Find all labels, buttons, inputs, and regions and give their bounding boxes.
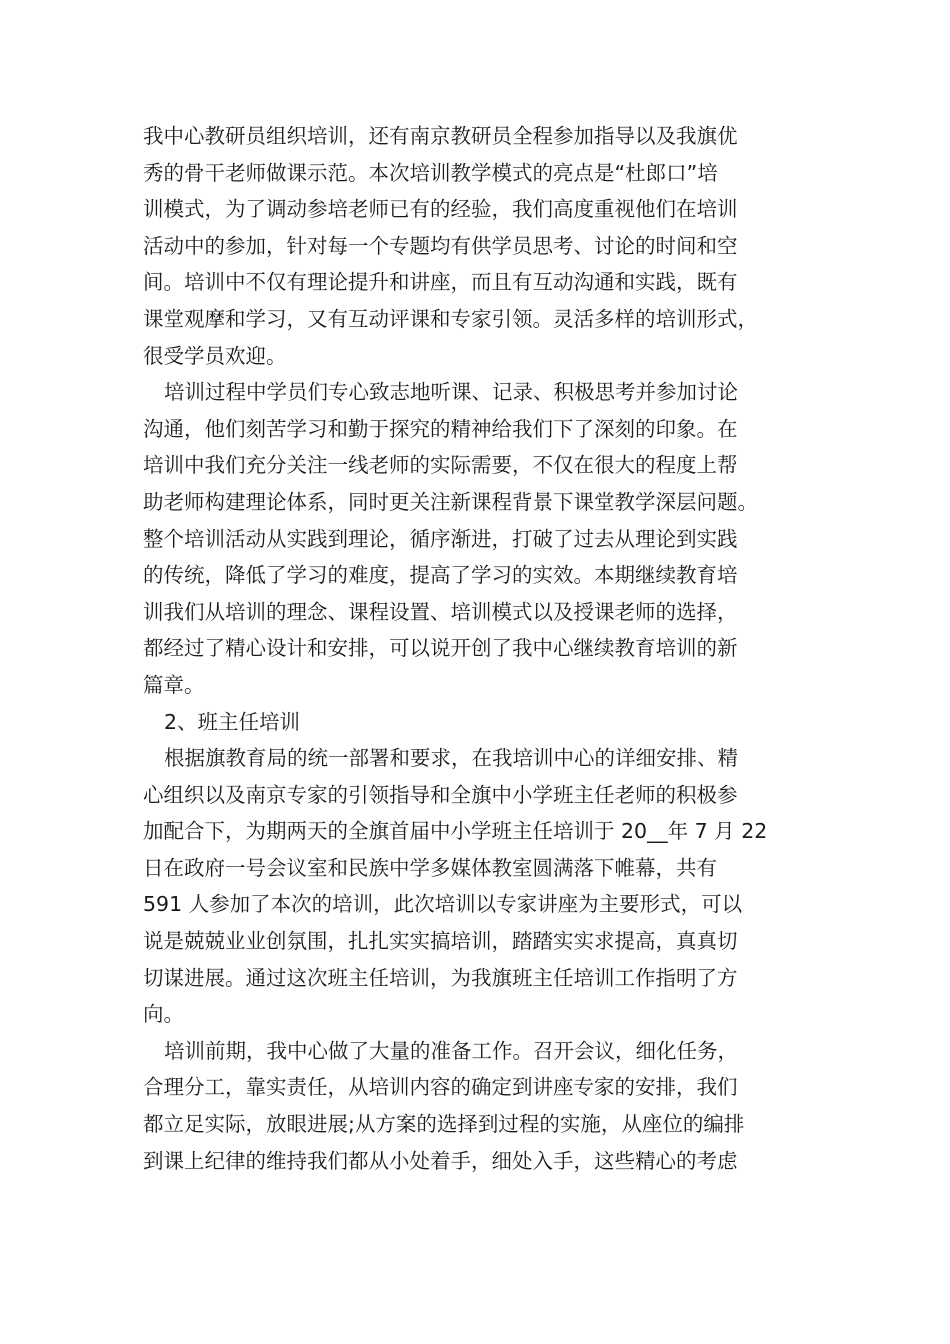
text-line: 秀的骨干老师做课示范。本次培训教学模式的亮点是“杜郎口”培 — [143, 160, 718, 185]
text-line: 到课上纪律的维持我们都从小处着手，细处入手，这些精心的考虑 — [143, 1148, 738, 1173]
text-line: 篇章。 — [143, 672, 205, 697]
text-line: 沟通，他们刻苦学习和勤于探究的精神给我们下了深刻的印象。在 — [143, 416, 738, 441]
text-line: 训我们从培训的理念、课程设置、培训模式以及授课老师的选择， — [143, 599, 738, 624]
section-heading-class-teacher-training — [143, 704, 823, 741]
text-line: 很受学员欢迎。 — [143, 343, 287, 368]
text-line: 日在政府一号会议室和民族中学多媒体教室圆满落下帷幕，共有 — [143, 855, 717, 880]
text-line: 心组织以及南京专家的引领指导和全旗中小学班主任老师的积极参 — [143, 782, 738, 807]
text-line: 591 人参加了本次的培训，此次培训以专家讲座为主要形式，可以 — [143, 892, 743, 917]
text-line: 的传统，降低了学习的难度，提高了学习的实效。本期继续教育培 — [143, 563, 738, 588]
text-line: 助老师构建理论体系，同时更关注新课程背景下课堂教学深层问题。 — [143, 489, 758, 514]
text-line: 切谋进展。通过这次班主任培训，为我旗班主任培训工作指明了方 — [143, 965, 738, 990]
text-line: 加配合下，为期两天的全旗首届中小学班主任培训于 20__年 7 月 22 — [143, 819, 768, 844]
text-line: 训模式，为了调动参培老师已有的经验，我们高度重视他们在培训 — [143, 197, 738, 222]
paragraph-training-process — [143, 374, 823, 703]
text-line: 说是兢兢业业创氛围，扎扎实实搞培训，踏踏实实求提高，真真切 — [143, 929, 738, 954]
text-line: 向。 — [143, 1002, 184, 1027]
text-line: 整个培训活动从实践到理论，循序渐进，打破了过去从理论到实践 — [143, 526, 738, 551]
text-line: 都经过了精心设计和安排，可以说开创了我中心继续教育培训的新 — [143, 636, 738, 661]
section-heading: 2、班主任培训 — [164, 709, 301, 734]
text-line: 培训中我们充分关注一线老师的实际需要，不仅在很大的程度上帮 — [143, 453, 738, 478]
text-line: 活动中的参加，针对每一个专题均有供学员思考、讨论的时间和空 — [143, 233, 738, 258]
text-line: 我中心教研员组织培训，还有南京教研员全程参加指导以及我旗优 — [143, 124, 738, 148]
text-line: 培训过程中学员们专心致志地听课、记录、积极思考并参加讨论 — [164, 380, 738, 405]
text-line: 培训前期，我中心做了大量的准备工作。召开会议，细化任务， — [164, 1038, 738, 1063]
document-body — [143, 118, 823, 1179]
text-line: 合理分工，靠实责任，从培训内容的确定到讲座专家的安排，我们 — [143, 1075, 738, 1100]
paragraph-preparation — [143, 1033, 823, 1179]
text-line: 间。培训中不仅有理论提升和讲座，而且有互动沟通和实践，既有 — [143, 270, 738, 295]
paragraph-class-teacher-training — [143, 740, 823, 1033]
text-line: 根据旗教育局的统一部署和要求，在我培训中心的详细安排、精 — [164, 746, 738, 771]
text-line: 课堂观摩和学习，又有互动评课和专家引领。灵活多样的培训形式， — [143, 306, 758, 331]
text-line: 都立足实际，放眼进展;从方案的选择到过程的实施，从座位的编排 — [143, 1112, 745, 1137]
paragraph-training-mode — [143, 118, 823, 374]
